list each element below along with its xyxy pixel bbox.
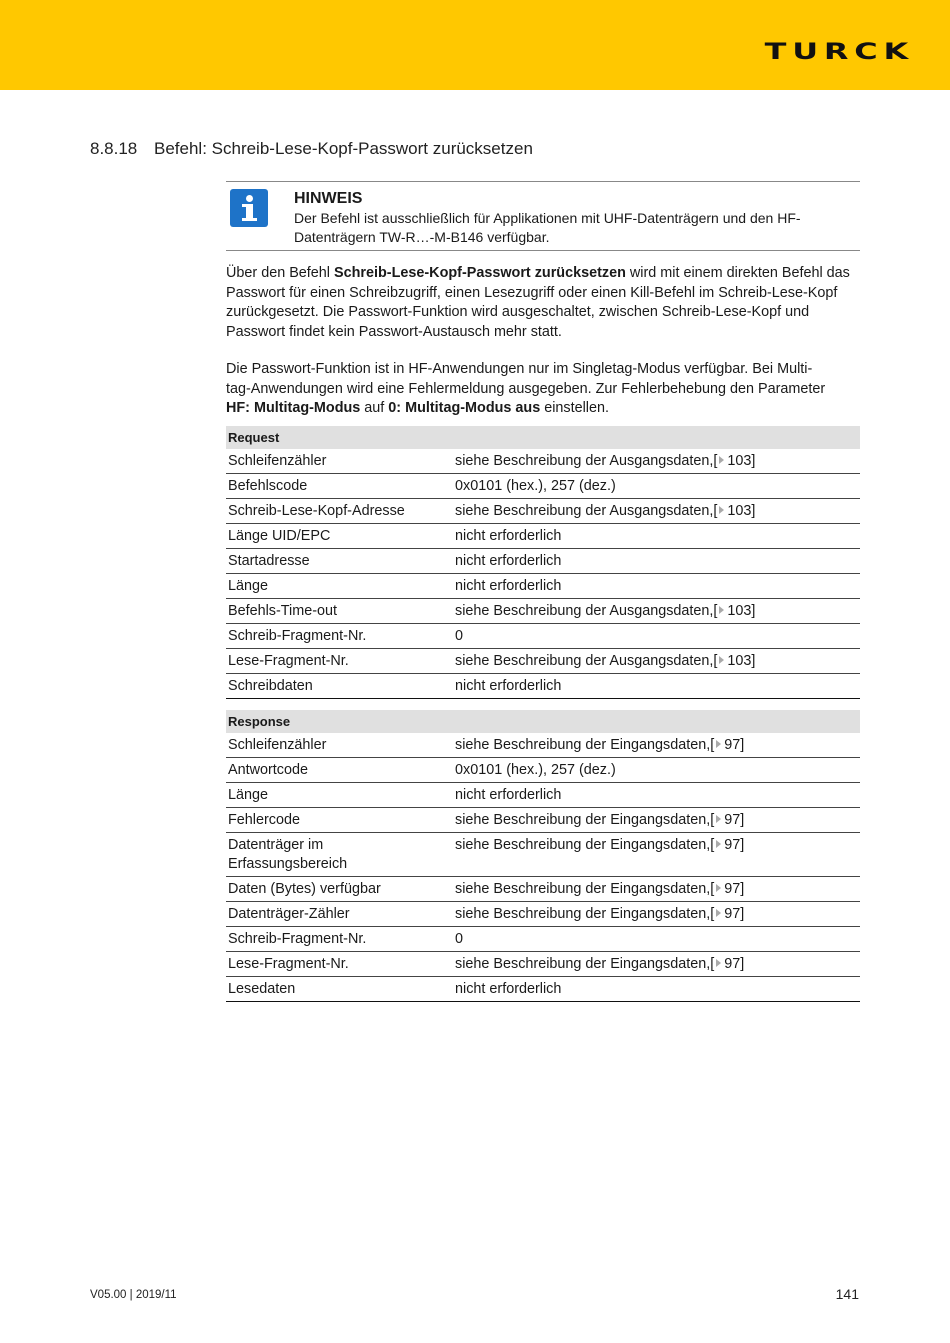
table-row (226, 449, 860, 474)
turck-logo: TURCK (764, 40, 914, 65)
section-number: 8.8.18 (90, 139, 138, 158)
arrow-right-icon (716, 959, 721, 967)
table-row (226, 783, 860, 808)
table-row (226, 574, 860, 599)
table-row (226, 474, 860, 499)
parameter-name: Schreibdaten (226, 674, 453, 699)
parameter-name: Datenträger-Zähler (226, 902, 453, 927)
parameter-name: Lese-Fragment-Nr. (226, 952, 453, 977)
parameter-value: siehe Beschreibung der Eingangsdaten,[ 97] (453, 952, 860, 977)
request-table (226, 426, 860, 699)
parameter-value: siehe Beschreibung der Eingangsdaten,[ 97] (453, 902, 860, 927)
table-row (226, 624, 860, 649)
arrow-right-icon (716, 815, 721, 823)
parameter-name: Befehlscode (226, 474, 453, 499)
parameter-value: nicht erforderlich (453, 549, 860, 574)
parameter-value: 0x0101 (hex.), 257 (dez.) (453, 758, 860, 783)
parameter-value: 0x0101 (hex.), 257 (dez.) (453, 474, 860, 499)
response-table (226, 710, 860, 1002)
page-reference-link[interactable]: [ 103] (713, 603, 756, 619)
parameter-name: Startadresse (226, 549, 453, 574)
parameter-name: Schreib-Lese-Kopf-Adresse (226, 499, 453, 524)
section-heading (90, 139, 533, 159)
table-row (226, 599, 860, 624)
footer-version: V05.00 | 2019/11 (90, 1289, 177, 1301)
page-reference-link[interactable]: [ 103] (713, 503, 756, 519)
table-row (226, 877, 860, 902)
arrow-right-icon (716, 740, 721, 748)
parameter-name: Länge (226, 574, 453, 599)
page-reference-link[interactable]: [ 97] (710, 956, 745, 972)
page-reference-link[interactable]: [ 97] (710, 881, 745, 897)
table-row (226, 524, 860, 549)
table-row (226, 733, 860, 758)
arrow-right-icon (719, 456, 724, 464)
table-row (226, 833, 860, 877)
parameter-value: nicht erforderlich (453, 783, 860, 808)
page-reference-link[interactable]: [ 97] (710, 812, 745, 828)
table-row (226, 927, 860, 952)
parameter-value: siehe Beschreibung der Ausgangsdaten,[ 103] (453, 499, 860, 524)
table-row (226, 549, 860, 574)
note-box (226, 181, 860, 251)
parameter-name: Daten (Bytes) verfügbar (226, 877, 453, 902)
table-row (226, 808, 860, 833)
page-reference-link[interactable]: [ 97] (710, 837, 745, 853)
parameter-name: Fehlercode (226, 808, 453, 833)
parameter-name: Befehls-Time-out (226, 599, 453, 624)
paragraph-description: Über den Befehl Schreib-Lese-Kopf-Passwort zurücksetzen wird mit einem direkten Befehl das Passwort für einen Schreibzugriff, einen Lesezugriff oder einen Kill-Befehl im Schreib-Lese-Kopf zurückgesetzt. Die Passwort-Funktion wird ausgeschaltet, zwischen Schreib-Lese-Kopf und Passwort findet kein Passwort-Austausch mehr statt. (226, 265, 850, 340)
page-reference-link[interactable]: [ 97] (710, 906, 745, 922)
table-row (226, 499, 860, 524)
parameter-name: Schleifenzähler (226, 733, 453, 758)
parameter-name: Datenträger im Erfassungsbereich (226, 833, 453, 877)
section-title: Befehl: Schreib-Lese-Kopf-Passwort zurücksetzen (154, 139, 533, 158)
parameter-value: 0 (453, 927, 860, 952)
parameter-name: Schreib-Fragment-Nr. (226, 927, 453, 952)
parameter-value: siehe Beschreibung der Eingangsdaten,[ 97] (453, 733, 860, 758)
paragraph-multitag: Die Passwort-Funktion ist in HF-Anwendungen nur im Singletag-Modus verfügbar. Bei Multi- tag-Anwendungen wird eine Fehlermeldung ausgegeben. Zur Fehlerbehebung den Parameter HF: Multitag-Modus auf 0: Multitag-Modus aus einstellen. (226, 361, 826, 416)
parameter-name: Lesedaten (226, 977, 453, 1002)
parameter-name: Antwortcode (226, 758, 453, 783)
table-row (226, 902, 860, 927)
parameter-value: nicht erforderlich (453, 977, 860, 1002)
parameter-value: siehe Beschreibung der Ausgangsdaten,[ 103] (453, 649, 860, 674)
table-row (226, 649, 860, 674)
parameter-name: Schreib-Fragment-Nr. (226, 624, 453, 649)
parameter-name: Lese-Fragment-Nr. (226, 649, 453, 674)
info-icon (230, 189, 268, 227)
parameter-value: siehe Beschreibung der Eingangsdaten,[ 97] (453, 877, 860, 902)
parameter-value: nicht erforderlich (453, 674, 860, 699)
table-row (226, 977, 860, 1002)
response-header: Response (226, 710, 860, 733)
parameter-value: siehe Beschreibung der Ausgangsdaten,[ 103] (453, 449, 860, 474)
table-row (226, 758, 860, 783)
parameter-value: nicht erforderlich (453, 524, 860, 549)
note-title: HINWEIS (294, 190, 363, 207)
parameter-name: Länge UID/EPC (226, 524, 453, 549)
arrow-right-icon (719, 606, 724, 614)
request-header: Request (226, 426, 860, 449)
page-reference-link[interactable]: [ 103] (713, 653, 756, 669)
arrow-right-icon (716, 840, 721, 848)
page-number: 141 (835, 1286, 859, 1302)
parameter-value: 0 (453, 624, 860, 649)
arrow-right-icon (716, 909, 721, 917)
table-row (226, 952, 860, 977)
page-reference-link[interactable]: [ 97] (710, 737, 745, 753)
parameter-value: siehe Beschreibung der Eingangsdaten,[ 97] (453, 833, 860, 877)
parameter-value: nicht erforderlich (453, 574, 860, 599)
arrow-right-icon (719, 506, 724, 514)
arrow-right-icon (719, 656, 724, 664)
parameter-value: siehe Beschreibung der Eingangsdaten,[ 97] (453, 808, 860, 833)
parameter-value: siehe Beschreibung der Ausgangsdaten,[ 103] (453, 599, 860, 624)
page-header-bar (0, 0, 950, 90)
parameter-name: Schleifenzähler (226, 449, 453, 474)
parameter-name: Länge (226, 783, 453, 808)
table-row (226, 674, 860, 699)
arrow-right-icon (716, 884, 721, 892)
note-text: Der Befehl ist ausschließlich für Applikationen mit UHF-Datenträgern und den HF- Datenträgern TW-R…-M-B146 verfügbar. (294, 210, 801, 245)
page-reference-link[interactable]: [ 103] (713, 453, 756, 469)
